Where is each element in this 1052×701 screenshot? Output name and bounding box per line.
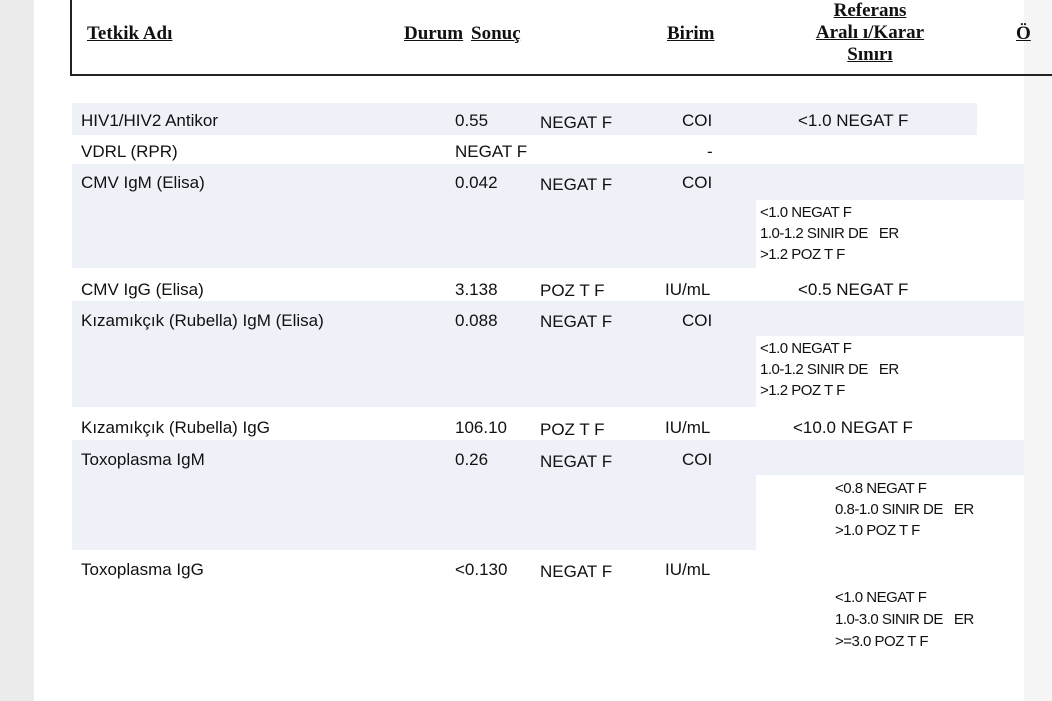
test-name: VDRL (RPR) bbox=[81, 142, 178, 161]
test-name: Kızamıkçık (Rubella) IgM (Elisa) bbox=[81, 311, 324, 330]
test-status: NEGAT F bbox=[540, 113, 613, 132]
test-value: 0.26 bbox=[455, 450, 489, 469]
header-reference-line1: Referans bbox=[833, 0, 907, 21]
test-value: 0.55 bbox=[455, 111, 489, 130]
test-reference-line: >=3.0 POZ T F bbox=[835, 633, 928, 650]
test-reference-line: 1.0-1.2 SINIR DE ER bbox=[760, 361, 899, 378]
test-name: HIV1/HIV2 Antikor bbox=[81, 111, 219, 130]
test-reference-line: 1.0-1.2 SINIR DE ER bbox=[760, 225, 899, 242]
test-value: 106.10 bbox=[455, 418, 507, 437]
test-reference: <0.5 NEGAT F bbox=[798, 280, 909, 299]
test-reference-line: 0.8-1.0 SINIR DE ER bbox=[835, 501, 974, 518]
header-cutoff: Ö bbox=[1016, 23, 1031, 44]
test-status: NEGAT F bbox=[540, 452, 613, 471]
test-reference-line: <1.0 NEGAT F bbox=[760, 340, 852, 357]
left-margin-strip bbox=[0, 0, 34, 701]
test-unit: COI bbox=[682, 173, 713, 192]
header-reference bbox=[800, 0, 940, 66]
test-unit: - bbox=[707, 142, 713, 161]
test-status: NEGAT F bbox=[540, 175, 613, 194]
test-value: 0.088 bbox=[455, 311, 498, 330]
test-reference: <10.0 NEGAT F bbox=[793, 418, 913, 437]
test-reference-line: >1.0 POZ T F bbox=[835, 522, 920, 539]
test-unit: COI bbox=[682, 450, 713, 469]
test-value: 0.042 bbox=[455, 173, 498, 192]
test-reference-line: 1.0-3.0 SINIR DE ER bbox=[835, 611, 974, 628]
test-reference-line: <0.8 NEGAT F bbox=[835, 480, 927, 497]
test-name: Kızamıkçık (Rubella) IgG bbox=[81, 418, 270, 437]
row-band-toxo-igm-right bbox=[756, 440, 1024, 475]
header-result: Sonuç bbox=[471, 23, 521, 44]
test-value: NEGAT F bbox=[455, 142, 528, 161]
test-name: Toxoplasma IgG bbox=[81, 560, 204, 579]
header-unit: Birim bbox=[667, 23, 715, 44]
test-name: CMV IgG (Elisa) bbox=[81, 280, 204, 299]
test-status: POZ T F bbox=[540, 420, 605, 439]
test-unit: COI bbox=[682, 111, 713, 130]
header-test-name: Tetkik Adı bbox=[87, 23, 173, 44]
header-reference-line2: Aralı ı/Karar bbox=[815, 22, 925, 43]
test-name: CMV IgM (Elisa) bbox=[81, 173, 205, 192]
test-unit: IU/mL bbox=[665, 280, 711, 299]
test-value: <0.130 bbox=[455, 560, 508, 579]
test-reference-line: >1.2 POZ T F bbox=[760, 246, 845, 263]
test-unit: COI bbox=[682, 311, 713, 330]
test-unit: IU/mL bbox=[665, 418, 711, 437]
test-status: POZ T F bbox=[540, 281, 605, 300]
test-value: 3.138 bbox=[455, 280, 498, 299]
header-reference-line3: Sınırı bbox=[847, 44, 893, 65]
test-name: Toxoplasma IgM bbox=[81, 450, 205, 469]
test-reference: <1.0 NEGAT F bbox=[798, 111, 909, 130]
header-status: Durum bbox=[404, 23, 464, 44]
row-band-rubella-igm-right bbox=[756, 301, 1024, 336]
test-status: NEGAT F bbox=[540, 312, 613, 331]
row-band-cmv-igm-right bbox=[756, 164, 1024, 200]
test-reference-line: >1.2 POZ T F bbox=[760, 382, 845, 399]
test-reference-line: <1.0 NEGAT F bbox=[835, 589, 927, 606]
test-reference-line: <1.0 NEGAT F bbox=[760, 204, 852, 221]
test-status: NEGAT F bbox=[540, 562, 613, 581]
test-unit: IU/mL bbox=[665, 560, 711, 579]
